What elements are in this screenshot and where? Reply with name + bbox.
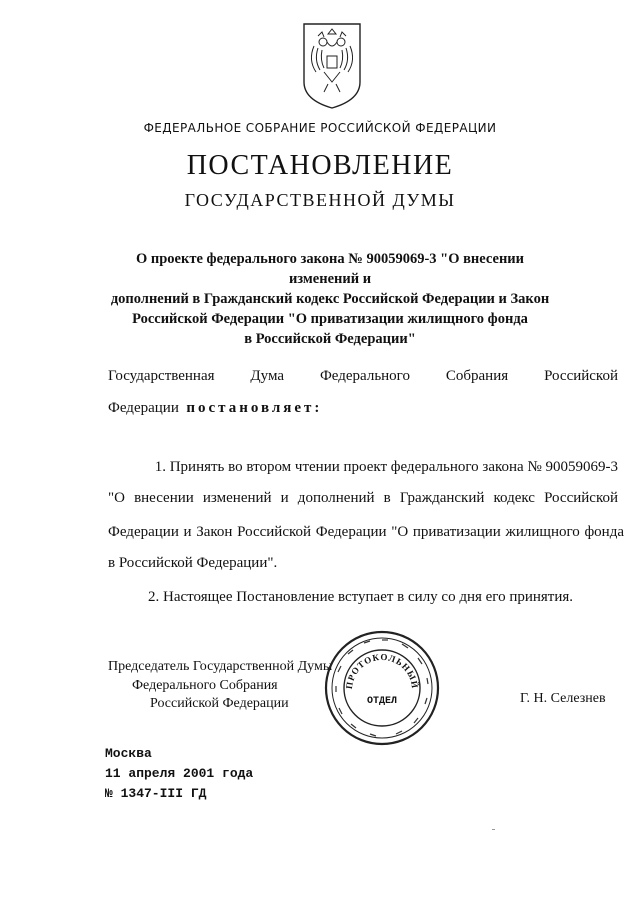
subject-line: дополнений в Гражданский кодекс Российской Федерации и Закон <box>110 291 550 307</box>
intro-line-1: Государственная Дума Федерального Собрания Российской <box>108 368 618 384</box>
signing-date: 11 апреля 2001 года <box>105 766 254 781</box>
subject-line: в Российской Федерации" <box>244 331 416 347</box>
item-1-line-4: в Российской Федерации". <box>108 555 278 571</box>
subject-line: Российской Федерации "О приватизации жилищного фонда <box>132 311 528 327</box>
intro-text: Федерации <box>108 400 179 416</box>
russian-coat-of-arms-icon <box>300 20 364 110</box>
item-1-line-1: 1. Принять во втором чтении проект федерального закона № 90059069-3 <box>154 459 618 475</box>
signatory-title-line-1: Председатель Государственной Думы <box>108 659 333 674</box>
scan-speck <box>492 829 495 830</box>
document-type: ПОСТАНОВЛЕНИЕ <box>186 150 454 181</box>
item-2: 2. Настоящее Постановление вступает в силу со дня его принятия. <box>148 589 574 605</box>
intro-line-2 <box>108 400 322 417</box>
signing-place: Москва <box>105 746 152 761</box>
organization-name: ФЕДЕРАЛЬНОЕ СОБРАНИЕ РОССИЙСКОЙ ФЕДЕРАЦИИ <box>143 121 497 135</box>
signatory-title-line-3: Российской Федерации <box>150 696 289 711</box>
stamp-center-text: ОТДЕЛ <box>366 696 398 707</box>
issuer-name: ГОСУДАРСТВЕННОЙ ДУМЫ <box>184 190 456 210</box>
signatory-name: Г. Н. Селезнев <box>520 691 606 706</box>
official-stamp <box>322 628 442 748</box>
item-1-line-3: Федерации и Закон Российской Федерации "О приватизации жилищного фонда <box>108 524 624 540</box>
item-1-line-2: "О внесении изменений и дополнений в Гражданский кодекс Российской <box>108 490 618 506</box>
signatory-title-line-2: Федерального Собрания <box>132 678 278 693</box>
document-subject <box>100 249 560 349</box>
document-number: № 1347-III ГД <box>105 786 207 801</box>
resolve-word: постановляет: <box>186 400 323 416</box>
subject-line: О проекте федерального закона № 90059069-3 "О внесении изменений и <box>135 251 525 287</box>
svg-text:ПРОТОКОЛЬНЫЙ <box>344 652 420 690</box>
stamp-arc-text: ПРОТОКОЛЬНЫЙ <box>343 651 421 690</box>
